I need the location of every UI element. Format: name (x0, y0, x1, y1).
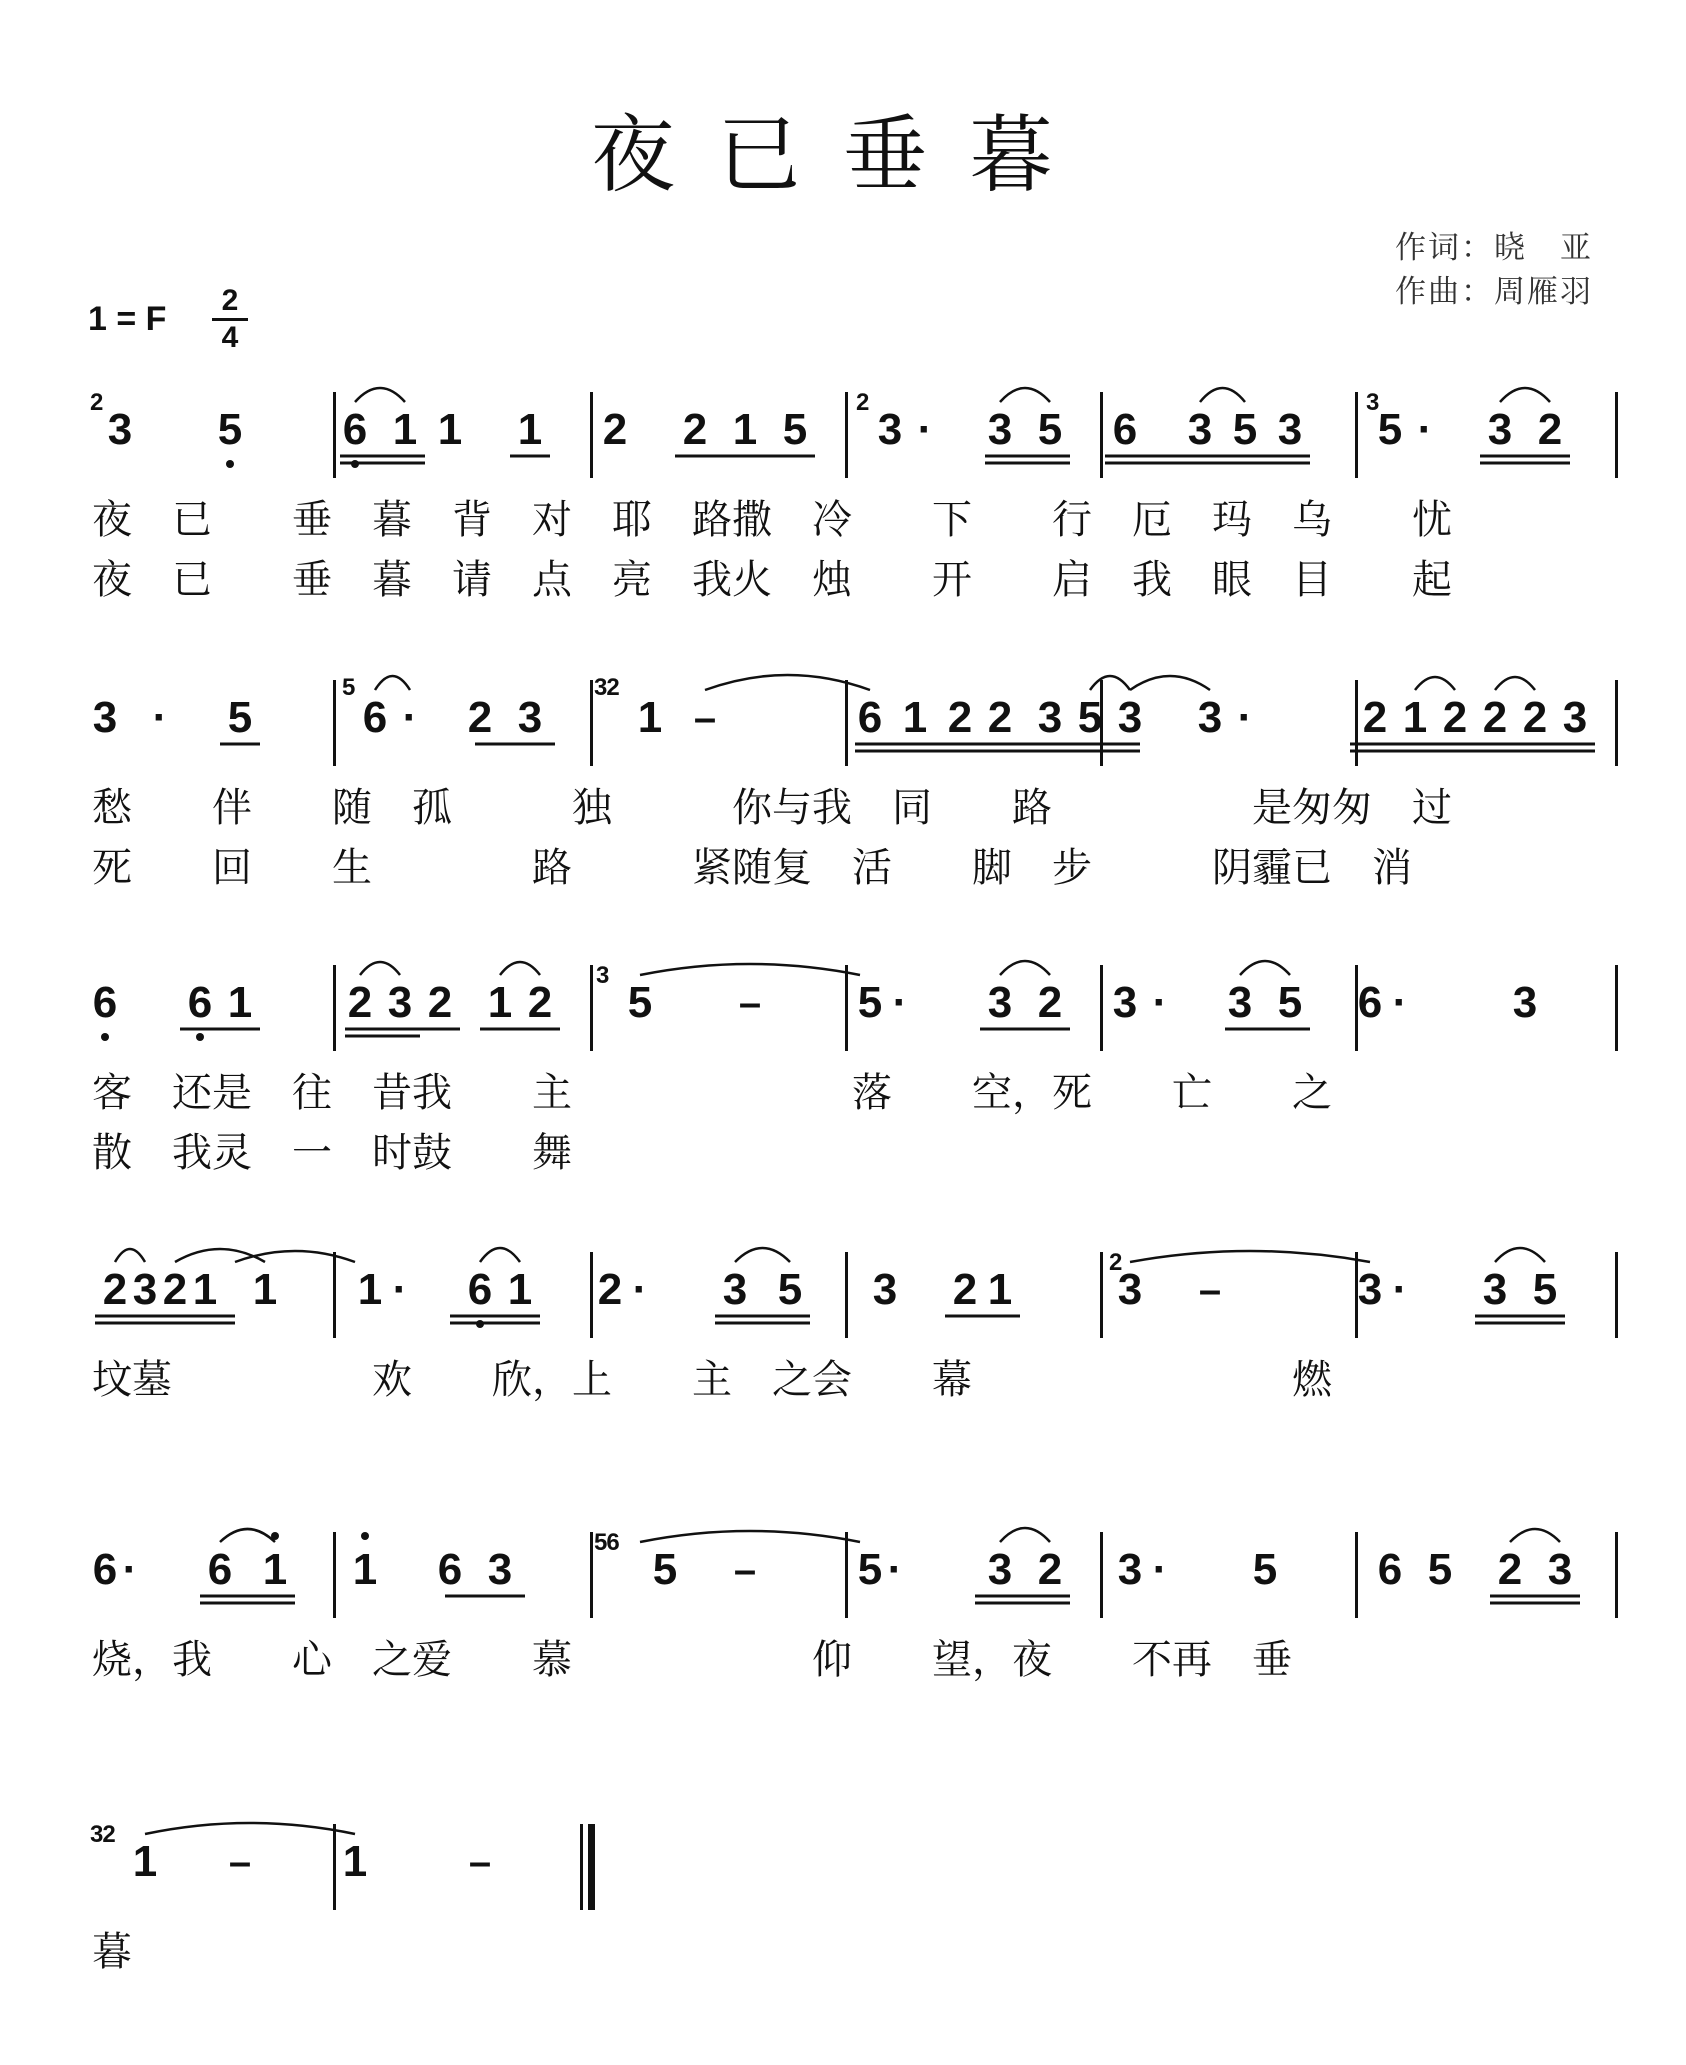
note: 2 (467, 693, 493, 742)
note: 5 (1277, 978, 1303, 1027)
note: 5 (857, 1545, 883, 1594)
note: 6 (857, 693, 883, 742)
augmentation-dot: · (887, 1545, 903, 1594)
note: 2 (597, 1265, 623, 1314)
octave-dot (196, 1033, 204, 1041)
octave-dot (351, 460, 359, 468)
note: 3 (487, 1545, 513, 1594)
slur (375, 676, 410, 690)
note: 1 (637, 693, 663, 742)
note: 2 (1537, 405, 1563, 454)
augmentation-dot: · (1392, 1265, 1408, 1314)
composer-credit: 作曲：周雁羽 (1395, 274, 1593, 310)
note: 2 (682, 405, 708, 454)
note: 3 (1112, 978, 1138, 1027)
note: 5 (1037, 405, 1063, 454)
note: 6 (92, 978, 118, 1027)
time-signature-top: 2 (221, 284, 239, 317)
note: 2 (1497, 1545, 1523, 1594)
note: 6 (437, 1545, 463, 1594)
note: 2 (947, 693, 973, 742)
note: 3 (92, 693, 118, 742)
slur (1200, 388, 1245, 402)
note: 1 (507, 1265, 533, 1314)
bar-line (590, 965, 593, 1051)
note: 1 (342, 1837, 368, 1886)
slur (500, 962, 540, 975)
slur (360, 962, 400, 975)
augmentation-dot: · (152, 693, 168, 742)
bar-line (1615, 1532, 1618, 1618)
slur (175, 1249, 265, 1262)
note: 3 (1117, 1265, 1143, 1314)
bar-line (845, 680, 848, 766)
augmentation-dot: · (1417, 405, 1433, 454)
bar-line (590, 680, 593, 766)
augmentation-dot: · (1152, 978, 1168, 1027)
note: 5 (857, 978, 883, 1027)
slur (1000, 388, 1050, 402)
slur (735, 1248, 790, 1262)
octave-dot (226, 460, 234, 468)
grace-note: 2 (1109, 1249, 1122, 1276)
note: 1 (132, 1837, 158, 1886)
note: 6 (1112, 405, 1138, 454)
note: 5 (627, 978, 653, 1027)
bar-line (845, 965, 848, 1051)
bar-line (1100, 1532, 1103, 1618)
time-signature-bottom: 4 (221, 321, 239, 354)
note: 1 (732, 405, 758, 454)
note: 3 (1357, 1265, 1383, 1314)
note: 3 (1117, 693, 1143, 742)
augmentation-dot: · (892, 978, 908, 1027)
note: 3 (1512, 978, 1538, 1027)
bar-line (845, 1532, 848, 1618)
note: 3 (1227, 978, 1253, 1027)
slur (1495, 677, 1535, 690)
lyric-line: 客 还是 往 昔我 主 落 空，死 亡 之 (92, 1070, 1332, 1116)
note: 3 (1562, 693, 1588, 742)
bar-line (1615, 1252, 1618, 1338)
octave-dot (101, 1033, 109, 1041)
note: 3 (132, 1265, 158, 1314)
grace-note: 32 (594, 674, 619, 701)
bar-line (333, 680, 336, 766)
lyric-line: 夜 已 垂 暮 请 点 亮 我火 烛 开 启 我 眼 目 起 (92, 557, 1452, 603)
slur (480, 1248, 520, 1262)
note: 2 (987, 693, 1013, 742)
note: 2 (527, 978, 553, 1027)
note: 3 (517, 693, 543, 742)
note: 3 (1117, 1545, 1143, 1594)
note: 6 (467, 1265, 493, 1314)
bar-line (590, 1532, 593, 1618)
slur (1500, 388, 1550, 402)
augmentation-dot: · (392, 1265, 408, 1314)
note: 1 (392, 405, 418, 454)
grace-note: 56 (594, 1529, 619, 1556)
slur (220, 1529, 275, 1542)
note: 3 (1482, 1265, 1508, 1314)
note: 5 (217, 405, 243, 454)
note: 3 (107, 405, 133, 454)
note: 3 (987, 1545, 1013, 1594)
note: 3 (1037, 693, 1063, 742)
augmentation-dot: · (917, 405, 933, 454)
note: 2 (427, 978, 453, 1027)
final-bar-thick (588, 1824, 595, 1910)
bar-line (1615, 680, 1618, 766)
note: 5 (777, 1265, 803, 1314)
note: 6 (1377, 1545, 1403, 1594)
note: 5 (1532, 1265, 1558, 1314)
note: 5 (1232, 405, 1258, 454)
lyric-line: 愁 伴 随 孤 独 你与我 同 路 是匆匆 过 (92, 785, 1452, 831)
note: 2 (1037, 978, 1063, 1027)
note: 6 (362, 693, 388, 742)
note: 1 (987, 1265, 1013, 1314)
note: 2 (1362, 693, 1388, 742)
octave-dot (361, 1532, 369, 1540)
lyricist-credit: 作词：晓 亚 (1395, 230, 1593, 266)
augmentation-dot: · (402, 693, 418, 742)
note: 2 (602, 405, 628, 454)
slur (1000, 1528, 1050, 1542)
note: 5 (1377, 405, 1403, 454)
sustain-dash: – (468, 1840, 492, 1884)
grace-note: 32 (90, 1821, 115, 1848)
note: 2 (1037, 1545, 1063, 1594)
note: 1 (902, 693, 928, 742)
note: 3 (1487, 405, 1513, 454)
augmentation-dot: · (1392, 978, 1408, 1027)
grace-note: 3 (1366, 389, 1379, 416)
bar-line (845, 1252, 848, 1338)
slur (115, 1249, 145, 1262)
note: 3 (1277, 405, 1303, 454)
lyric-line: 烧，我 心 之爱 慕 仰 望，夜 不再 垂 (92, 1637, 1292, 1683)
note: 5 (652, 1545, 678, 1594)
augmentation-dot: · (1237, 693, 1253, 742)
bar-line (1615, 965, 1618, 1051)
bar-line (1355, 392, 1358, 478)
tie (1130, 1251, 1370, 1262)
lyric-line: 暮 (92, 1929, 132, 1975)
note: 2 (1522, 693, 1548, 742)
lyric-line: 坟墓 欢 欣，上 主 之会 幕 燃 (92, 1357, 1332, 1403)
note: 6 (92, 1545, 118, 1594)
note: 3 (1547, 1545, 1573, 1594)
slur (355, 388, 405, 402)
sustain-dash: – (228, 1840, 252, 1884)
slur (1240, 961, 1290, 975)
note: 5 (1252, 1545, 1278, 1594)
tie (640, 1531, 860, 1542)
bar-line (1615, 392, 1618, 478)
sustain-dash: – (733, 1548, 757, 1592)
note: 3 (987, 978, 1013, 1027)
slur (1415, 677, 1455, 690)
note: 3 (1197, 693, 1223, 742)
slur (1510, 1529, 1560, 1542)
note: 2 (347, 978, 373, 1027)
note: 1 (227, 978, 253, 1027)
slur (1090, 676, 1130, 690)
augmentation-dot: · (1152, 1545, 1168, 1594)
bar-line (333, 1532, 336, 1618)
slur (1495, 1248, 1545, 1262)
note: 1 (1402, 693, 1428, 742)
note: 2 (162, 1265, 188, 1314)
lyric-line: 散 我灵 一 时鼓 舞 (92, 1130, 572, 1176)
note: 6 (1357, 978, 1383, 1027)
note: 6 (342, 405, 368, 454)
note: 2 (952, 1265, 978, 1314)
bar-line (333, 965, 336, 1051)
note: 2 (1442, 693, 1468, 742)
note: 1 (437, 405, 463, 454)
note: 5 (227, 693, 253, 742)
grace-note: 2 (856, 389, 869, 416)
lyric-line: 死 回 生 路 紧随复 活 脚 步 阴霾已 消 (92, 845, 1412, 891)
octave-dot (476, 1320, 484, 1328)
bar-line (845, 392, 848, 478)
note: 1 (487, 978, 513, 1027)
note: 3 (722, 1265, 748, 1314)
final-bar-thin (580, 1824, 583, 1910)
note: 5 (782, 405, 808, 454)
note: 3 (872, 1265, 898, 1314)
sustain-dash: – (738, 981, 762, 1025)
augmentation-dot: · (122, 1545, 138, 1594)
bar-line (333, 1252, 336, 1338)
key-signature: 1 = F (88, 300, 167, 338)
augmentation-dot: · (632, 1265, 648, 1314)
slur (1130, 676, 1210, 690)
note: 1 (252, 1265, 278, 1314)
note: 6 (187, 978, 213, 1027)
sustain-dash: – (693, 696, 717, 740)
score-title: 夜已垂暮 (590, 106, 1095, 204)
bar-line (1100, 392, 1103, 478)
note: 1 (357, 1265, 383, 1314)
note: 3 (877, 405, 903, 454)
lyric-line: 夜 已 垂 暮 背 对 耶 路撒 冷 下 行 厄 玛 乌 忧 (92, 497, 1452, 543)
note: 1 (352, 1545, 378, 1594)
tie (640, 964, 860, 975)
tie (145, 1823, 355, 1834)
note: 1 (517, 405, 543, 454)
note: 5 (1427, 1545, 1453, 1594)
note: 6 (207, 1545, 233, 1594)
grace-note: 3 (596, 962, 609, 989)
grace-note: 2 (90, 389, 103, 416)
bar-line (590, 392, 593, 478)
bar-line (1355, 1532, 1358, 1618)
note: 2 (102, 1265, 128, 1314)
sustain-dash: – (1198, 1268, 1222, 1312)
bar-line (1100, 1252, 1103, 1338)
note: 3 (1187, 405, 1213, 454)
grace-note: 5 (342, 674, 355, 701)
slur (1000, 961, 1050, 975)
note: 3 (387, 978, 413, 1027)
note: 1 (192, 1265, 218, 1314)
note: 1 (262, 1545, 288, 1594)
octave-dot (271, 1532, 279, 1540)
note: 2 (1482, 693, 1508, 742)
note: 5 (1077, 693, 1103, 742)
slur (235, 1251, 355, 1262)
time-signature (212, 286, 248, 353)
note: 3 (987, 405, 1013, 454)
bar-line (1100, 965, 1103, 1051)
